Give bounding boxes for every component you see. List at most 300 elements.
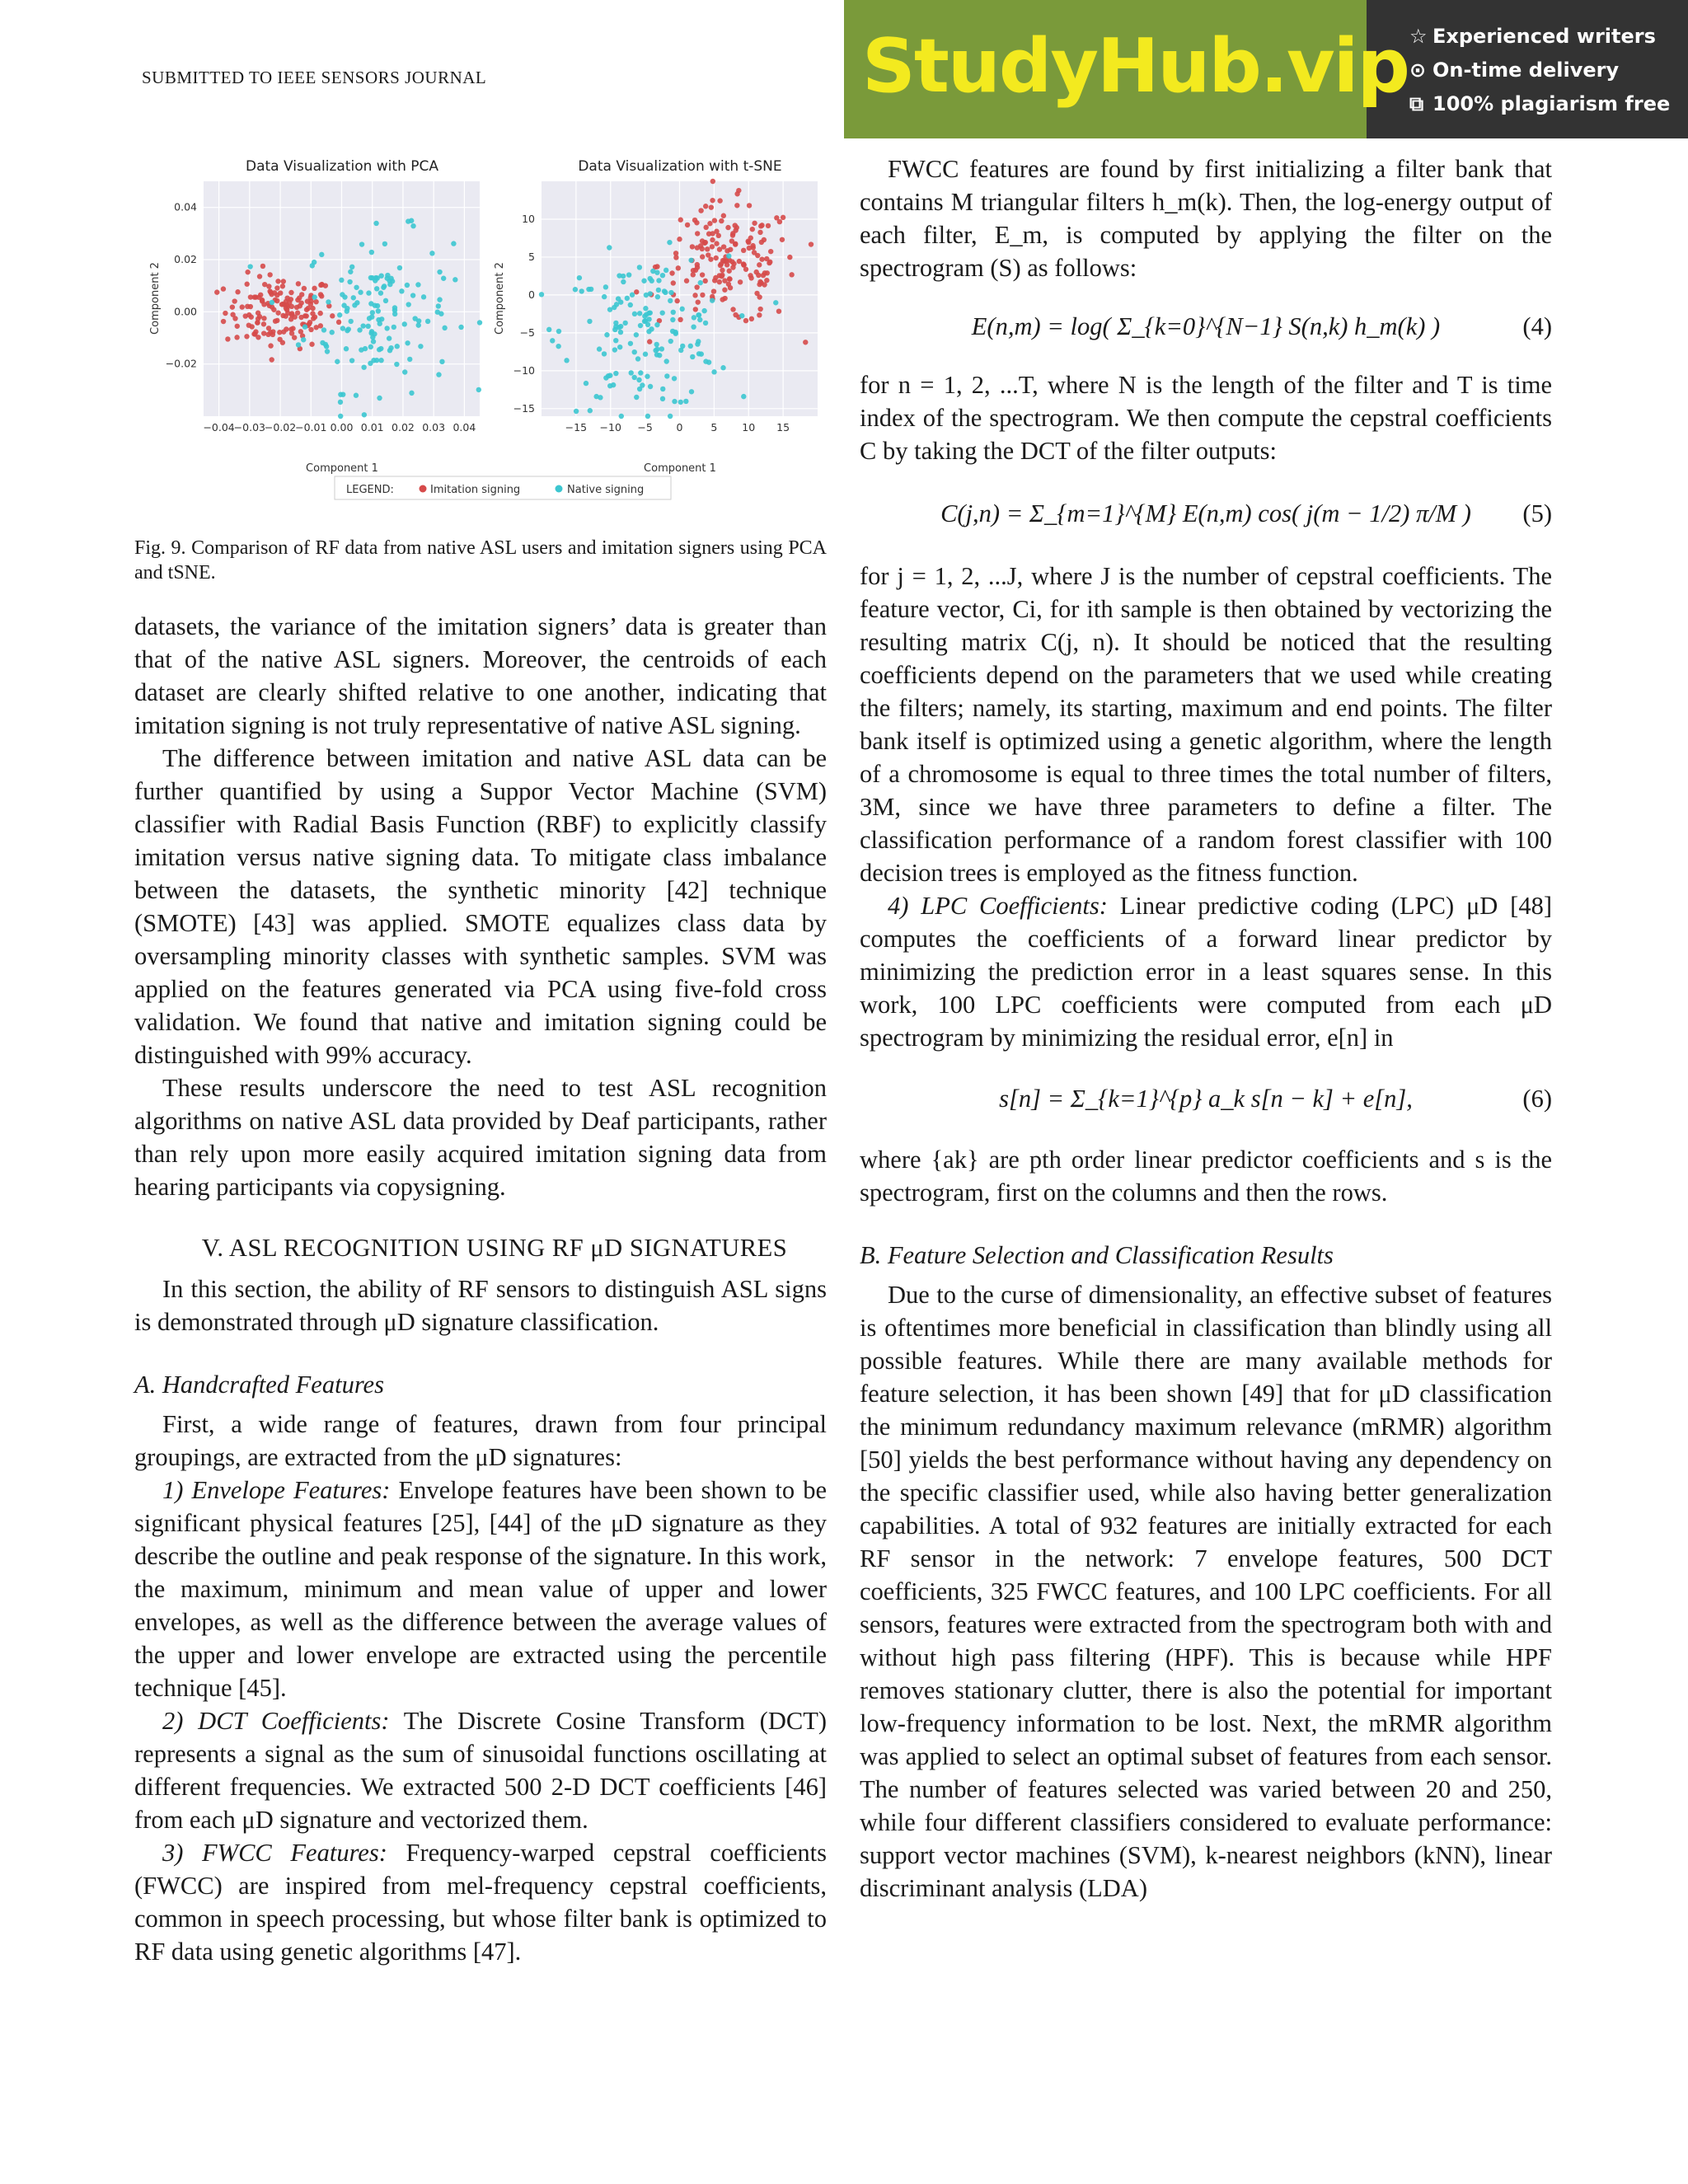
data-point-native (720, 365, 725, 370)
data-point-imitation (721, 244, 726, 249)
data-point-imitation (299, 292, 304, 297)
data-point-imitation (317, 311, 322, 316)
data-point-native (340, 326, 345, 330)
data-point-native (613, 338, 618, 343)
y-tick-label: 0.02 (174, 253, 197, 265)
data-point-native (378, 290, 383, 295)
data-point-imitation (312, 314, 317, 319)
data-point-native (628, 302, 633, 307)
data-point-native (476, 387, 481, 392)
x-tick-label: 0.00 (330, 421, 354, 434)
data-point-native (667, 240, 672, 245)
data-point-native (645, 374, 649, 379)
data-point-native (636, 377, 641, 382)
data-point-native (382, 284, 387, 288)
paragraph-fwcc: 3) FWCC Features: Frequency-warped cepstral coefficients (FWCC) are inspired from mel-frequency cepstral coefficients, common in speech processing, but whose filter bank is optimized to RF data using genetic algorithms [47]. (134, 1839, 828, 1966)
data-point-imitation (256, 316, 260, 321)
left-column (134, 610, 827, 1968)
data-point-native (668, 290, 673, 295)
x-tick-label: 0.03 (422, 421, 446, 434)
data-point-imitation (272, 290, 277, 295)
data-point-native (340, 391, 345, 396)
data-point-native (402, 321, 407, 326)
x-tick-label: −0.04 (203, 421, 235, 434)
data-point-imitation (296, 281, 301, 286)
data-point-native (383, 298, 388, 303)
data-point-imitation (727, 269, 732, 274)
data-point-native (584, 381, 588, 386)
data-point-native (451, 241, 456, 246)
data-point-imitation (268, 343, 273, 348)
x-axis-label-pca: Component 1 (306, 462, 378, 475)
y-tick-label: 5 (528, 250, 535, 263)
data-point-imitation (700, 238, 705, 243)
star-icon: ☆ (1409, 25, 1428, 48)
data-point-imitation (295, 310, 300, 315)
data-point-imitation (750, 243, 755, 248)
data-point-native (690, 354, 695, 359)
data-point-native (436, 303, 441, 308)
data-point-imitation (280, 313, 285, 318)
data-point-native (670, 317, 675, 322)
data-point-native (546, 327, 551, 332)
data-point-native (345, 308, 349, 313)
data-point-native (326, 299, 331, 304)
data-point-imitation (693, 307, 698, 312)
data-point-native (646, 316, 651, 321)
data-point-imitation (230, 304, 235, 309)
data-point-native (361, 364, 366, 369)
data-point-imitation (313, 325, 318, 330)
data-point-imitation (720, 268, 724, 273)
data-point-imitation (287, 300, 292, 305)
data-point-imitation (730, 307, 735, 312)
data-point-native (354, 285, 359, 290)
legend-entry-native: Native signing (567, 484, 645, 496)
data-point-native (654, 342, 659, 347)
data-point-imitation (692, 218, 697, 223)
paragraph: The difference between imitation and native ASL data can be further quantified by using a Suppor Vector Machine (SVM) classifier with Radial Basis Function (RBF) to explicitly classify imitation versus native signing data. To mitigate class imbalance between the datasets, the synthetic minority [42] technique (SMOTE) [43] was applied. SMOTE equalizes class data by oversampling minority classes with synthetic samples. SVM was applied on the features generated via PCA using five-fold cross validation. We found that native and imitation signing could be distinguished with 99% accuracy. (134, 744, 827, 1069)
paragraph: datasets, the variance of the imitation signers’ data is greater than that of the native ASL signers. Moreover, the centroids of each dataset are clearly shifted relative to one another, indicating that imitation signing is not truly representative of native ASL signing. (134, 612, 827, 739)
data-point-imitation (746, 240, 751, 245)
data-point-native (392, 305, 397, 310)
data-point-imitation (245, 304, 250, 309)
data-point-native (612, 347, 617, 352)
clock-icon: ⊙ (1409, 59, 1427, 82)
data-point-imitation (787, 255, 792, 260)
data-point-native (357, 327, 362, 332)
y-tick-label: 0.00 (174, 305, 197, 318)
data-point-imitation (298, 315, 303, 320)
data-point-imitation (244, 334, 249, 339)
data-point-native (612, 327, 617, 332)
data-point-native (656, 278, 661, 283)
data-point-imitation (710, 244, 715, 249)
data-point-imitation (757, 294, 762, 299)
data-point-native (340, 292, 345, 297)
data-point-imitation (274, 298, 279, 303)
data-point-imitation (714, 229, 719, 234)
data-point-imitation (225, 336, 230, 341)
data-point-imitation (768, 249, 773, 254)
data-point-native (312, 294, 316, 299)
ad-banner[interactable] (844, 0, 1688, 138)
data-point-imitation (733, 312, 738, 317)
data-point-native (638, 370, 643, 375)
data-point-imitation (246, 322, 251, 327)
subsection-title: A. Handcrafted Features (134, 1371, 384, 1399)
data-point-imitation (257, 274, 262, 279)
banner-feature-list (1409, 20, 1670, 121)
data-point-native (660, 387, 665, 391)
data-point-native (632, 349, 637, 354)
data-point-native (402, 369, 407, 374)
data-point-native (654, 347, 659, 352)
data-point-native (593, 394, 598, 399)
data-point-native (377, 396, 382, 401)
data-point-imitation (710, 198, 715, 203)
data-point-native (638, 323, 643, 328)
data-point-imitation (274, 318, 279, 323)
data-point-imitation (759, 240, 764, 245)
data-point-native (664, 359, 669, 363)
data-point-native (613, 371, 618, 376)
data-point-imitation (261, 330, 266, 335)
data-point-native (654, 352, 659, 357)
equation-6: s[n] = Σ_{k=1}^{p} a_k s[n − k] + e[n], (6) (860, 1059, 1552, 1138)
data-point-native (680, 344, 685, 349)
data-point-native (619, 414, 624, 419)
data-point-imitation (737, 259, 742, 264)
data-point-native (270, 300, 274, 305)
data-point-imitation (330, 313, 335, 318)
data-point-native (374, 286, 379, 291)
data-point-native (660, 396, 665, 401)
data-point-imitation (764, 256, 769, 261)
data-point-native (664, 373, 669, 378)
data-point-native (683, 399, 688, 404)
data-point-native (301, 337, 306, 342)
data-point-imitation (288, 290, 293, 295)
data-point-native (412, 316, 417, 321)
data-point-native (556, 344, 560, 349)
data-point-native (395, 344, 400, 349)
data-point-imitation (267, 288, 272, 293)
data-point-imitation (703, 204, 708, 209)
x-tick-label: 0.02 (392, 421, 415, 434)
data-point-native (337, 312, 342, 317)
equation-5: C(j,n) = Σ_{m=1}^{M} E(n,m) cos( j(m − 1/2) π/M ) (5) (860, 472, 1552, 555)
paragraph: where {ak} are pth order linear predictor coefficients and s is the spectrogram, first on the columns and then the rows. (860, 1146, 1552, 1207)
y-axis-label-pca: Component 2 (149, 262, 162, 335)
data-point-native (696, 339, 701, 344)
data-point-native (368, 344, 373, 349)
data-point-native (330, 330, 335, 335)
data-point-imitation (298, 329, 303, 334)
data-point-imitation (309, 342, 314, 347)
data-point-native (376, 308, 381, 313)
data-point-native (348, 269, 353, 274)
data-point-native (701, 308, 706, 313)
data-point-imitation (671, 280, 676, 285)
data-point-imitation (717, 198, 722, 203)
data-point-native (632, 375, 637, 380)
data-point-imitation (809, 241, 814, 246)
data-point-imitation (752, 221, 757, 226)
data-point-native (692, 315, 696, 320)
data-point-native (587, 319, 592, 324)
data-point-native (348, 319, 353, 324)
data-point-native (373, 302, 377, 307)
data-point-native (354, 393, 359, 398)
data-point-native (634, 332, 639, 337)
data-point-native (358, 290, 363, 295)
y-tick-label: −5 (519, 326, 535, 339)
data-point-native (611, 382, 616, 387)
data-point-native (655, 294, 660, 299)
data-point-imitation (765, 270, 770, 275)
data-point-imitation (695, 245, 700, 250)
data-point-native (370, 310, 375, 315)
data-point-native (384, 326, 389, 330)
data-point-imitation (262, 282, 267, 287)
data-point-native (663, 268, 668, 273)
legend-marker-imitation (420, 485, 427, 493)
data-point-native (372, 331, 377, 336)
data-point-imitation (267, 272, 272, 277)
data-point-native (415, 282, 420, 287)
data-point-native (679, 307, 684, 312)
data-point-imitation (307, 320, 312, 325)
data-point-imitation (281, 279, 286, 284)
data-point-imitation (289, 312, 294, 317)
data-point-native (698, 280, 703, 285)
data-point-imitation (700, 293, 705, 298)
data-point-native (369, 250, 374, 255)
data-point-imitation (734, 203, 739, 208)
data-point-imitation (290, 326, 295, 330)
paragraph: for j = 1, 2, ...J, where J is the number of cepstral coefficients. The feature vector, Ci, for ith sample is then obtained by vectorizing the resulting matrix C(j, n). It should be noticed that the resulting coefficients depend on the parameters that we used while creating the filters; namely, its starting, maximum and end points. The filter bank itself is optimized using a genetic algorithm, where the length of a chromosome is equal to three times the total number of filters, 3M, since we have three parameters to define a filter. The classification performance of a random forest classifier with 100 decision trees is employed as the fitness function. (860, 562, 1552, 887)
data-point-native (703, 359, 708, 363)
data-point-imitation (708, 256, 713, 261)
data-point-imitation (313, 299, 318, 304)
y-axis-label-tsne: Component 2 (494, 262, 506, 335)
data-point-native (325, 349, 330, 354)
data-point-imitation (727, 276, 732, 281)
data-point-native (644, 293, 649, 298)
data-point-imitation (275, 279, 280, 284)
data-point-native (607, 245, 612, 250)
chart-title-tsne: Data Visualization with t-SNE (578, 158, 782, 175)
data-point-native (607, 307, 612, 312)
banner-feature: ⧉ 100% plagiarism free (1409, 87, 1670, 121)
data-point-native (656, 288, 661, 293)
paragraph: In this section, the ability of RF sensors to distinguish ASL signs is demonstrated through μD signature classification. (134, 1275, 827, 1336)
data-point-imitation (676, 265, 681, 270)
data-point-imitation (240, 304, 245, 309)
data-point-native (441, 276, 446, 281)
data-point-native (637, 387, 642, 391)
data-point-native (586, 287, 591, 292)
data-point-native (579, 288, 584, 293)
data-point-native (442, 326, 447, 330)
data-point-imitation (703, 279, 708, 284)
data-point-imitation (685, 223, 690, 227)
data-point-imitation (696, 299, 701, 304)
data-point-native (312, 260, 316, 265)
x-tick-label: 15 (776, 421, 790, 434)
data-point-imitation (280, 340, 285, 345)
data-point-native (604, 332, 609, 337)
data-point-native (352, 302, 357, 307)
data-point-imitation (719, 218, 724, 223)
data-point-imitation (308, 327, 313, 332)
data-point-native (366, 290, 371, 295)
data-point-native (642, 319, 647, 324)
data-point-imitation (762, 282, 767, 287)
data-point-native (371, 339, 376, 344)
data-point-imitation (678, 218, 683, 223)
data-point-imitation (703, 225, 708, 230)
banner-logo-area (844, 0, 1409, 138)
data-point-native (338, 400, 343, 405)
data-point-native (339, 278, 344, 283)
data-point-native (603, 375, 608, 380)
data-point-native (637, 265, 642, 269)
data-point-native (394, 362, 399, 367)
y-tick-label: 0.04 (174, 200, 197, 213)
data-point-imitation (336, 320, 341, 325)
paragraph: Due to the curse of dimensionality, an effective subset of features is oftentimes more beneficial in classification than blindly using all possible features. While there are many available methods for feature selection, it has been shown [49] that for μD classification the minimum redundancy maximum relevance (mRMR) algorithm [50] yields the best performance without having any dependency on the specific classifier used, while also having better generalization capabilities. A total of 932 features are initially extracted for each RF sensor in the network: 7 envelope features, 500 DCT coefficients, 325 FWCC features, and 100 LPC coefficients. For all sensors, features were extracted from the spectrogram both with and without high pass filtering (HPF). This is because while HPF removes stationary clutter, there is also the potential for important low-frequency information to be lost. Next, the mRMR algorithm was applied to select an optimal subset of features from each sensor. The number of features selected was varied between 20 and 250, while four different classifiers considered to evaluate performance: support vector machines (SVM), k-nearest neighbors (kNN), linear discriminant analysis (LDA) (860, 1281, 1552, 1902)
data-point-native (621, 279, 626, 284)
x-tick-label: 0 (676, 421, 683, 434)
data-point-native (628, 370, 633, 375)
data-point-native (688, 258, 693, 263)
data-point-native (405, 340, 410, 345)
y-tick-label: −10 (513, 363, 535, 377)
data-point-native (696, 312, 701, 317)
data-point-native (347, 279, 352, 284)
data-point-native (632, 312, 637, 316)
data-point-native (602, 294, 607, 299)
data-point-imitation (302, 286, 307, 291)
data-point-native (477, 320, 482, 325)
data-point-native (410, 293, 415, 298)
data-point-imitation (738, 279, 743, 284)
data-point-native (387, 335, 392, 340)
data-point-imitation (235, 324, 240, 329)
data-point-native (577, 275, 582, 280)
data-point-native (564, 358, 569, 363)
data-point-imitation (270, 329, 275, 334)
data-point-native (392, 325, 396, 330)
equation-number: (5) (1522, 499, 1552, 527)
data-point-native (435, 309, 440, 314)
data-point-imitation (711, 288, 716, 293)
data-point-native (641, 279, 646, 284)
chart-title-pca: Data Visualization with PCA (246, 158, 438, 175)
y-tick-label: −15 (513, 401, 535, 415)
data-point-native (421, 294, 426, 299)
data-point-native (452, 277, 457, 282)
data-point-native (613, 321, 618, 326)
x-tick-label: −0.02 (264, 421, 297, 434)
data-point-native (368, 361, 373, 366)
data-point-native (603, 284, 608, 289)
data-point-native (643, 352, 648, 357)
data-point-native (439, 359, 444, 364)
data-point-native (726, 253, 731, 258)
data-point-native (374, 358, 379, 363)
equation-number: (4) (1522, 312, 1552, 340)
data-point-native (711, 369, 716, 374)
data-point-imitation (758, 223, 763, 228)
data-point-native (654, 322, 659, 327)
data-point-native (689, 389, 694, 394)
data-point-native (648, 384, 653, 389)
data-point-imitation (275, 310, 280, 315)
data-point-native (406, 302, 411, 307)
data-point-native (556, 329, 561, 334)
data-point-imitation (725, 225, 730, 230)
data-point-imitation (673, 251, 678, 255)
data-point-native (367, 316, 372, 321)
data-point-imitation (318, 292, 323, 297)
data-point-imitation (274, 285, 279, 290)
data-point-native (672, 376, 677, 381)
data-point-imitation (719, 261, 724, 266)
data-point-imitation (280, 284, 285, 288)
data-point-native (637, 311, 642, 316)
data-point-imitation (674, 298, 679, 303)
data-point-native (346, 326, 351, 331)
data-point-imitation (741, 248, 746, 253)
data-point-imitation (256, 311, 260, 316)
legend-label: LEGEND: (346, 484, 394, 496)
data-point-imitation (743, 267, 748, 272)
data-point-native (649, 279, 654, 284)
data-point-imitation (710, 179, 715, 184)
data-point-imitation (312, 286, 316, 291)
data-point-imitation (755, 253, 760, 258)
data-point-imitation (724, 248, 729, 253)
data-point-imitation (310, 306, 315, 311)
data-point-native (379, 316, 384, 321)
data-point-imitation (234, 335, 239, 340)
data-point-native (407, 357, 412, 362)
data-point-imitation (230, 312, 235, 317)
figure-9 (140, 148, 832, 511)
data-point-native (418, 344, 423, 349)
data-point-native (388, 276, 393, 281)
data-point-native (773, 300, 778, 305)
data-point-imitation (722, 288, 727, 293)
data-point-imitation (707, 221, 712, 226)
data-point-native (409, 391, 414, 396)
data-point-native (645, 414, 650, 419)
paragraph-dct: 2) DCT Coefficients: The Discrete Cosine Transform (DCT) represents a signal as the sum of sinusoidal functions oscillating at different frequencies. We extracted 500 2-D DCT coefficients [46] from each μD signature and vectorized them. (134, 1707, 827, 1834)
data-point-native (405, 283, 410, 288)
data-point-imitation (647, 339, 652, 344)
data-point-native (382, 241, 387, 246)
data-point-native (739, 313, 744, 318)
data-point-imitation (766, 223, 771, 228)
data-point-native (437, 269, 442, 274)
data-point-native (410, 223, 415, 228)
data-point-imitation (260, 264, 265, 269)
data-point-imitation (700, 254, 705, 259)
data-point-native (618, 330, 623, 335)
